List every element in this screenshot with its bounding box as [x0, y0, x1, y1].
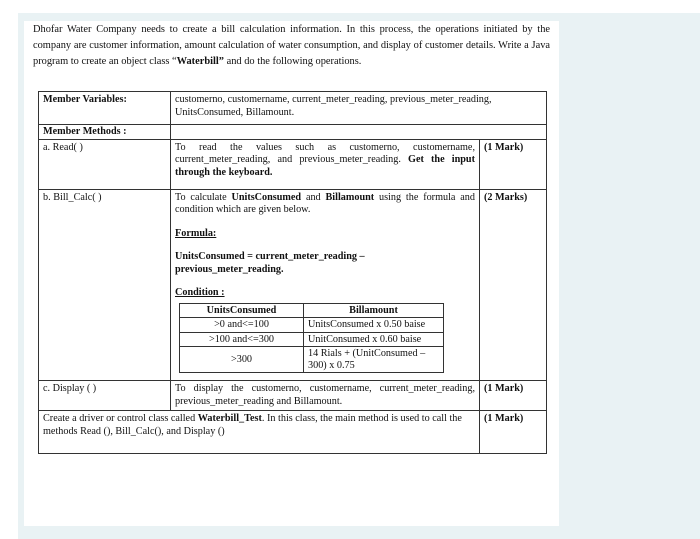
condition-billamount: 14 Rials + (UnitConsumed – 300) x 0.75 — [304, 347, 444, 373]
formula-line-2: previous_meter_reading. — [175, 263, 284, 275]
intro-class-name: Waterbill” — [176, 56, 225, 67]
condition-row — [180, 332, 444, 347]
condition-row — [180, 347, 444, 373]
spec-table — [38, 91, 547, 454]
member-variables-label: Member Variables: — [39, 92, 171, 125]
condition-units: >100 and<=300 — [180, 332, 304, 347]
intro-paragraph — [33, 22, 550, 70]
calc-desc-a: To calculate — [175, 191, 232, 203]
row-read — [39, 139, 547, 189]
read-method-desc — [171, 139, 480, 189]
condition-units: >0 and<=100 — [180, 318, 304, 333]
driver-desc-a: Create a driver or control class called — [43, 413, 198, 424]
driver-desc — [39, 411, 480, 454]
condition-table — [179, 303, 444, 374]
read-method-name: a. Read( ) — [39, 139, 171, 189]
read-desc-bold: Get the input through the keyboard. — [175, 154, 475, 178]
display-method-name: c. Display ( ) — [39, 381, 171, 411]
condition-row — [180, 318, 444, 333]
calc-desc-b: UnitsConsumed — [231, 191, 302, 203]
condition-units: >300 — [180, 347, 304, 373]
member-variables-value: customerno, customername, current_meter_reading, previous_meter_reading, UnitsConsumed, Billamount. — [171, 92, 547, 125]
row-bill-calc — [39, 189, 547, 381]
read-desc-text: To read the values such as customerno, customername, current_meter_reading, and previous_meter_reading. — [175, 141, 475, 165]
condition-header-billamount: Billamount — [304, 303, 444, 318]
display-method-desc: To display the customerno, customername, current_meter_reading, previous_meter_reading and Billamount. — [171, 381, 480, 411]
intro-text-2: and do the following operations. — [224, 56, 362, 67]
display-marks: (1 Mark) — [480, 381, 547, 411]
condition-header-row — [180, 303, 444, 318]
intro-text-1: Dhofar Water Company needs to create a bill calculation information. In this process, the operations initiated by the company are customer information, amount calculation of water consumption, and display of customer details. Write a Java program to create an object class “ — [33, 24, 550, 67]
condition-billamount: UnitConsumed x 0.60 baise — [304, 332, 444, 347]
condition-label: Condition : — [175, 287, 225, 298]
driver-desc-b: Waterbill_Test — [197, 413, 262, 424]
driver-marks: (1 Mark) — [480, 411, 547, 454]
member-methods-label: Member Methods : — [39, 125, 171, 140]
calc-method-name: b. Bill_Calc( ) — [39, 189, 171, 381]
calc-method-desc — [171, 189, 480, 381]
row-member-methods — [39, 125, 547, 140]
driver-desc-c: . In this class, the main method is used to call the methods Read (), Bill_Calc(), and Display () — [43, 413, 462, 437]
row-display — [39, 381, 547, 411]
calc-desc-c: and — [301, 191, 326, 203]
formula-line-1: UnitsConsumed = current_meter_reading – — [175, 251, 365, 262]
row-driver — [39, 411, 547, 454]
row-member-variables — [39, 92, 547, 125]
condition-header-units: UnitsConsumed — [180, 303, 304, 318]
formula-label: Formula: — [175, 227, 217, 239]
member-methods-empty — [171, 125, 547, 140]
read-marks: (1 Mark) — [480, 139, 547, 189]
calc-desc — [175, 192, 475, 217]
condition-billamount: UnitsConsumed x 0.50 baise — [304, 318, 444, 333]
calc-desc-d: Billamount — [325, 191, 375, 203]
calc-desc-e: using the formula and condition which are given below. — [175, 191, 475, 215]
calc-marks: (2 Marks) — [480, 189, 547, 381]
